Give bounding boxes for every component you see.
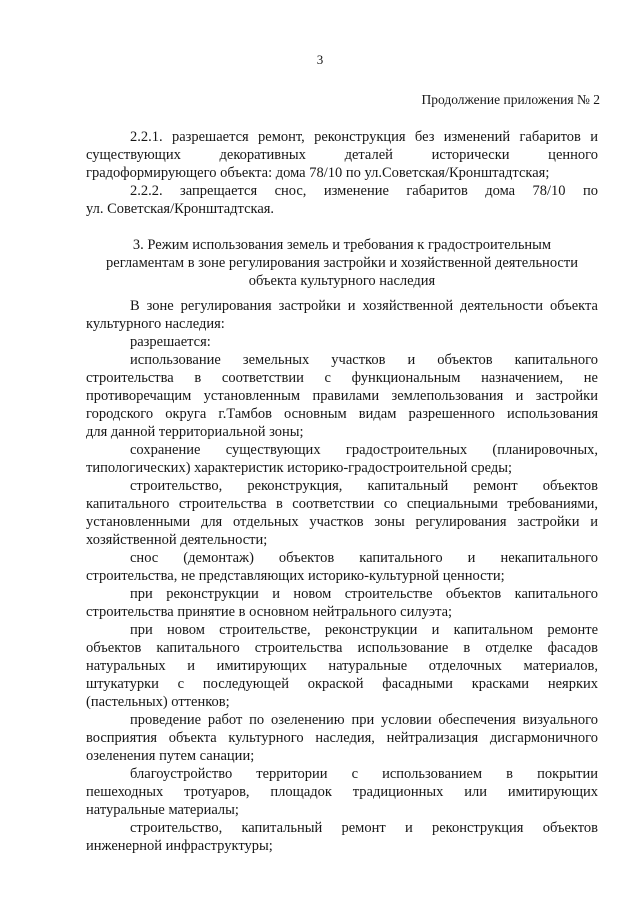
text-line: инженерной инфраструктуры; <box>86 838 273 854</box>
text-line: типологических) характеристик историко-градостроительной среды; <box>86 460 513 476</box>
text-line: для данной территориальной зоны; <box>86 424 304 440</box>
text-line: натуральные материалы; <box>86 802 239 818</box>
text-line: строительства, не представляющих историко-культурной ценности; <box>86 568 505 584</box>
text-line: строительства в соответствии с функциональным назначением, не <box>86 370 598 386</box>
text-line: пешеходных тротуаров, площадок традиционных или имитирующих <box>86 784 598 800</box>
text-line: культурного наследия: <box>86 316 225 332</box>
text-line: существующих декоративных деталей исторически ценного <box>86 147 598 163</box>
text-line: (пастельных) оттенков; <box>86 694 230 710</box>
text-line: градоформирующего объекта: дома 78/10 по ул.Советская/Кронштадтская; <box>86 165 550 181</box>
text-line: городского округа г.Тамбов основным видам разрешенного использования <box>86 406 598 422</box>
text-line: использование земельных участков и объектов капитального <box>130 352 598 368</box>
text-line: строительство, капитальный ремонт и реконструкция объектов <box>130 820 598 836</box>
text-line: восприятия объекта культурного наследия, нейтрализация дисгармоничного <box>86 730 598 746</box>
text-line: строительства принятие в основном нейтрального силуэта; <box>86 604 453 620</box>
section-heading-line: объекта культурного наследия <box>248 273 436 289</box>
text-line: сохранение существующих градостроительных (планировочных, <box>130 442 598 458</box>
text-line: 2.2.2. запрещается снос, изменение габаритов дома 78/10 по <box>130 183 598 199</box>
text-line: штукатурки с последующей окраской фасадными красками неярких <box>86 676 598 692</box>
text-line: 2.2.1. разрешается ремонт, реконструкция без изменений габаритов и <box>130 129 598 145</box>
text-line: при новом строительстве, реконструкции и капитальном ремонте <box>130 622 598 638</box>
text-line: противоречащим установленным правилами землепользования и застройки <box>86 388 598 404</box>
section-heading-line: 3. Режим использования земель и требования к градостроительным <box>132 237 552 253</box>
text-line: капитального строительства в соответствии со специальными требованиями, <box>86 496 598 512</box>
text-line: объектов капитального строительства использование в отделке фасадов <box>86 640 598 656</box>
text-line: хозяйственной деятельности; <box>86 532 268 548</box>
text-line: проведение работ по озеленению при условии обеспечения визуального <box>130 712 598 728</box>
text-line: при реконструкции и новом строительстве объектов капитального <box>130 586 598 602</box>
text-line: благоустройство территории с использованием в покрытии <box>130 766 598 782</box>
section-heading-line: регламентам в зоне регулирования застройки и хозяйственной деятельности <box>106 255 578 271</box>
text-line: ул. Советская/Кронштадтская. <box>86 201 275 217</box>
text-line: В зоне регулирования застройки и хозяйственной деятельности объекта <box>130 298 598 314</box>
text-line: строительство, реконструкция, капитальный ремонт объектов <box>130 478 598 494</box>
text-line: снос (демонтаж) объектов капитального и некапитального <box>130 550 598 566</box>
page-number: 3 <box>316 52 324 67</box>
text-line: разрешается: <box>130 334 211 350</box>
text-line: озеленения путем санации; <box>86 748 255 764</box>
text-line: установленными для отдельных участков зоны регулирования застройки и <box>86 514 598 530</box>
appendix-note: Продолжение приложения № 2 <box>421 92 600 107</box>
text-line: натуральных и имитирующих натуральные отделочных материалов, <box>86 658 598 674</box>
